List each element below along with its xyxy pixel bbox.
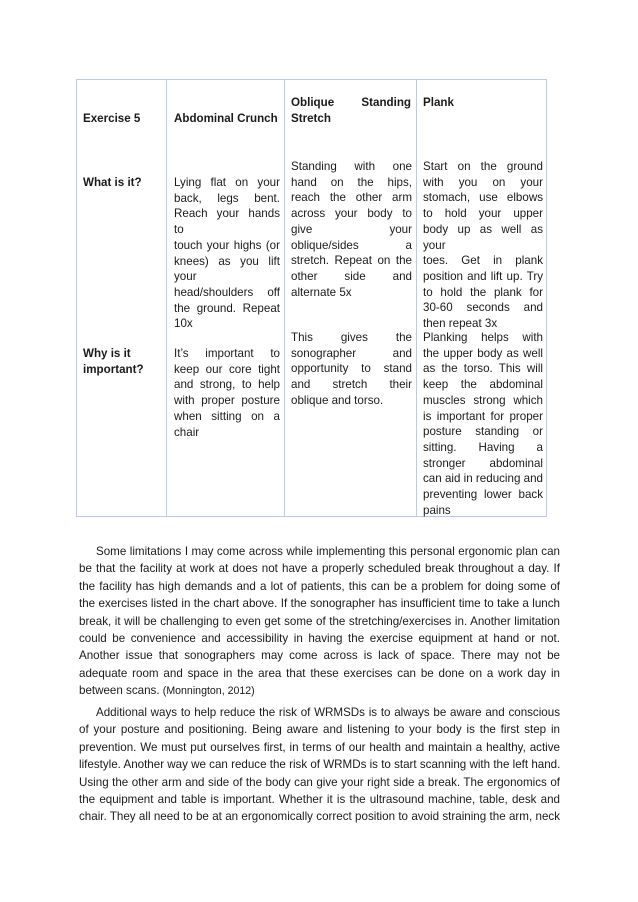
plank-importance: Planking helps with the upper body as well as the torso. This will keep the abdominal muscles strong which is important for proper posture standing or sitting. Having a stronger abdominal can aid in reducing and preventing lower back pains	[423, 331, 543, 517]
citation: (Monnington, 2012)	[162, 685, 255, 698]
exercise-table	[76, 79, 547, 517]
header-abdominal-crunch: Abdominal Crunch	[174, 112, 278, 125]
column-divider	[416, 80, 417, 516]
risk-reduction-paragraph: Additional ways to help reduce the risk of WRMSDs is to always be aware and conscious of your posture and positioning. Being aware and listening to your body is the first step in prevention. We must put ourselves first, in terms of our health and maintain a healthy, active lifestyle. Another way we can reduce the risk of WRMDs is to start scanning with the left hand. Using the other arm and side of the body can give your right side a break. The ergonomics of the equipment and table is important. Whether it is the ultrasound machine, table, desk and chair. They all need to be at an ergonomically correct position to avoid straining the arm, neck	[79, 706, 561, 824]
header-oblique-stretch: Oblique Standing Stretch	[291, 96, 411, 125]
column-divider	[166, 80, 167, 516]
column-divider	[284, 80, 285, 516]
header-plank: Plank	[423, 96, 454, 109]
crunch-importance: It’s important to keep our core tight and strong, to help with proper posture when sitting on a chair	[174, 347, 280, 439]
header-exercise: Exercise 5	[83, 112, 141, 125]
plank-description: Start on the ground with you on your stomach, use elbows to hold your upper body up as well as your toes. Get in plank position and lift up. Try to hold the plank for 30-60 seconds and then repeat 3x	[423, 160, 543, 331]
oblique-description: Standing with one hand on the hips, reach the other arm across your body to give your oblique/sides a stretch. Repeat on the other side and alternate 5x	[291, 160, 412, 299]
crunch-description: Lying flat on your back, legs bent. Reach your hands to touch your highs (or knees) as you lift your head/shoulders off the ground. Repeat 10x	[174, 176, 280, 331]
row-label-why: Why is it important?	[83, 347, 144, 376]
row-label-what: What is it?	[83, 176, 142, 189]
oblique-importance: This gives the sonographer and opportunity to stand and stretch their oblique and torso.	[291, 331, 412, 407]
limitations-paragraph: Some limitations I may come across while implementing this personal ergonomic plan can be that the facility at work at does not have a properly scheduled break throughout a day. If the facility has high demands and a lot of patients, this can be a problem for doing some of the exercises listed in the chart above. If the sonographer has insufficient time to take a lunch break, it will be challenging to even get some of the stretching/exercises in. Another limitation could be convenience and accessibility in having the exercise equipment at hand or not. Another issue that sonographers may come across is lack of space. There may not be adequate room and space in the area that these exercises can be done on a work day in between scans. (Monnington, 2012)	[79, 545, 560, 698]
